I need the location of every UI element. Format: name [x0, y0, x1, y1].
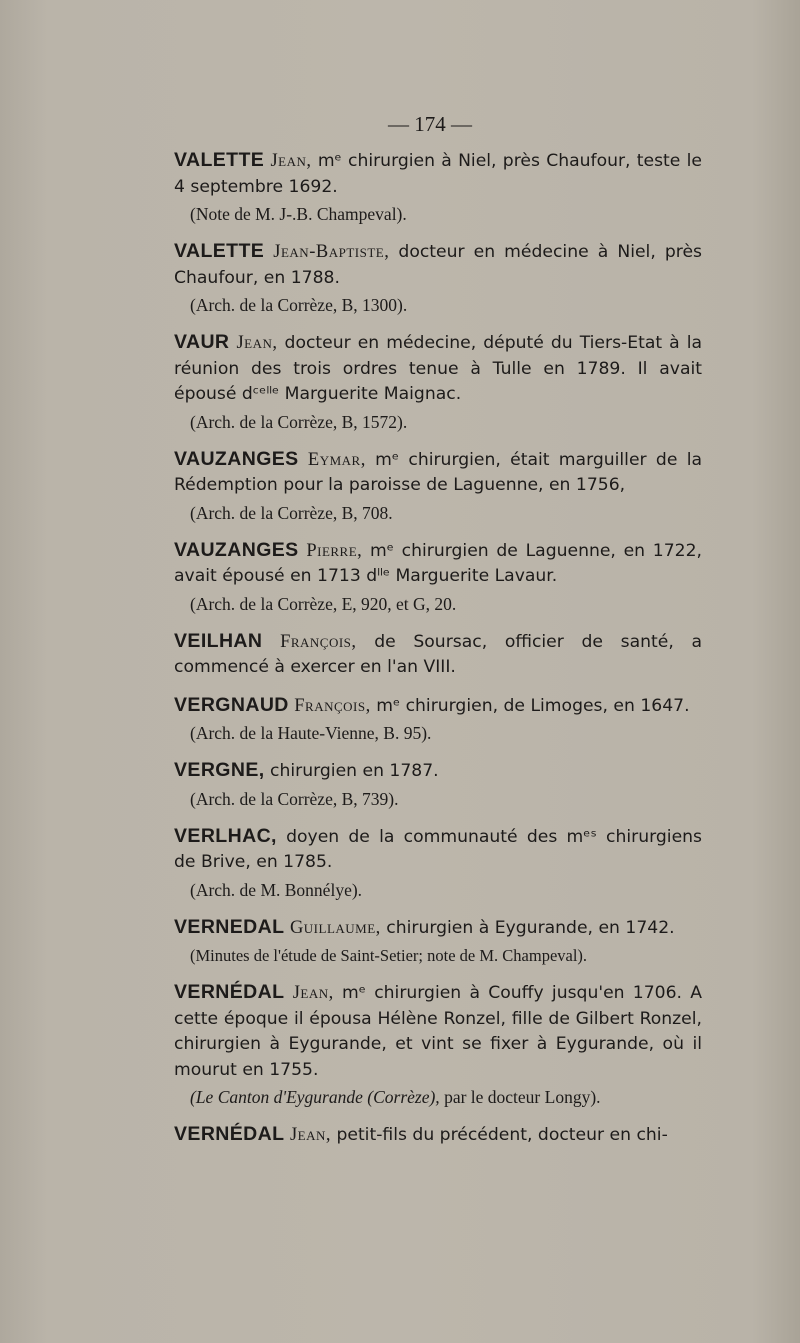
page-number: — 174 —	[388, 112, 472, 136]
entry-surname: VERGNAUD	[174, 693, 289, 716]
entry	[174, 447, 702, 526]
entry-text: mᵉ chirurgien, de Limoges, en 1647.	[376, 695, 690, 716]
entry	[174, 1122, 702, 1149]
entry-given-name: Jean,	[289, 1125, 331, 1145]
entry-surname: VEILHAN	[174, 629, 263, 652]
reference-title: (Le Canton d'Eygurande (Corrèze),	[190, 1087, 440, 1107]
entry-surname: VALETTE	[174, 149, 265, 171]
entry-given-name: Jean,	[236, 333, 278, 353]
entry	[174, 629, 702, 681]
entry-given-name: François,	[294, 695, 371, 716]
entry-surname: VERGNE,	[174, 759, 265, 781]
entry-text: docteur en médecine à Niel, près Chaufour, en 1788.	[174, 242, 702, 288]
entry-surname: VERLHAC,	[174, 824, 277, 847]
entry-given-name: Jean-Baptiste,	[273, 242, 390, 262]
entry-surname: VAUZANGES	[174, 447, 299, 470]
entry-text: chirurgien en 1787.	[270, 761, 439, 781]
entry-surname: VAUZANGES	[174, 538, 299, 561]
entry	[174, 239, 702, 318]
entry-text: mᵉ chirurgien à Niel, près Chaufour, teste le 4 septembre 1692.	[174, 151, 702, 197]
entry	[174, 824, 702, 903]
entry	[174, 915, 702, 969]
entry-surname: VERNEDAL	[174, 915, 285, 938]
entry-text: petit-fils du précédent, docteur en chi-	[336, 1125, 668, 1145]
entry-reference: (Minutes de l'étude de Saint-Setier; note de M. Champeval).	[190, 946, 588, 965]
entry-reference: (Arch. de la Corrèze, B, 739).	[190, 788, 399, 809]
entry-reference: (Note de M. J-.B. Champeval).	[190, 204, 407, 224]
entry-reference: (Arch. de la Corrèze, B, 1300).	[190, 295, 408, 315]
entry-reference: (Arch. de la Corrèze, B, 708.	[190, 502, 393, 523]
entry-surname: VALETTE	[174, 240, 265, 262]
entry-given-name: Pierre,	[306, 540, 363, 561]
entry	[174, 538, 702, 617]
entry-text: chirurgien à Eygurande, en 1742.	[386, 917, 675, 938]
entry-text: mᵉ chirurgien, était marguiller de la Rédemption pour la paroisse de Laguenne, en 1756,	[174, 449, 702, 495]
entry-reference	[190, 1085, 702, 1110]
entry-given-name: Jean,	[292, 983, 334, 1003]
entry-reference: (Arch. de la Corrèze, B, 1572).	[190, 411, 408, 432]
entry-given-name: Eymar,	[307, 449, 366, 470]
reference-author: par le docteur Longy).	[444, 1087, 601, 1107]
entry-surname: VERNÉDAL	[174, 981, 285, 1003]
entry-given-name: Jean,	[270, 151, 312, 171]
entries-list	[174, 148, 702, 1161]
entry-text: docteur en médecine, député du Tiers-Etat à la réunion des trois ordres tenue à Tulle en 1789. Il avait épousé dᶜᵉˡˡᵉ Marguerite Maignac.	[174, 333, 703, 404]
entry-reference: (Arch. de M. Bonnélye).	[190, 879, 363, 900]
entry-text: mᵉ chirurgien à Couffy jusqu'en 1706. A cette époque il épousa Hélène Ronzel, fille de Gilbert Ronzel, chirurgien à Eygurande, et vint se fixer à Eygurande, où il mourut en 1755.	[174, 983, 703, 1080]
entry-text: mᵉ chirurgien de Laguenne, en 1722, avait épousé en 1713 dˡˡᵉ Marguerite Lavaur.	[174, 540, 703, 586]
entry	[174, 980, 702, 1110]
entry	[174, 693, 702, 747]
entry-reference: (Arch. de la Haute-Vienne, B. 95).	[190, 723, 432, 743]
entry-given-name: François,	[280, 631, 357, 652]
entry-surname: VERNÉDAL	[174, 1123, 285, 1145]
entry-surname: VAUR	[174, 331, 230, 353]
entry-reference: (Arch. de la Corrèze, E, 920, et G, 20.	[190, 593, 457, 614]
entry-given-name: Guillaume,	[289, 917, 381, 938]
entry	[174, 330, 702, 435]
entry-text: doyen de la communauté des mᵉˢ chirurgiens de Brive, en 1785.	[174, 826, 702, 872]
entry	[174, 758, 702, 812]
entry	[174, 148, 702, 227]
entry-text: de Soursac, officier de santé, a commencé à exercer en l'an VIII.	[174, 631, 702, 677]
